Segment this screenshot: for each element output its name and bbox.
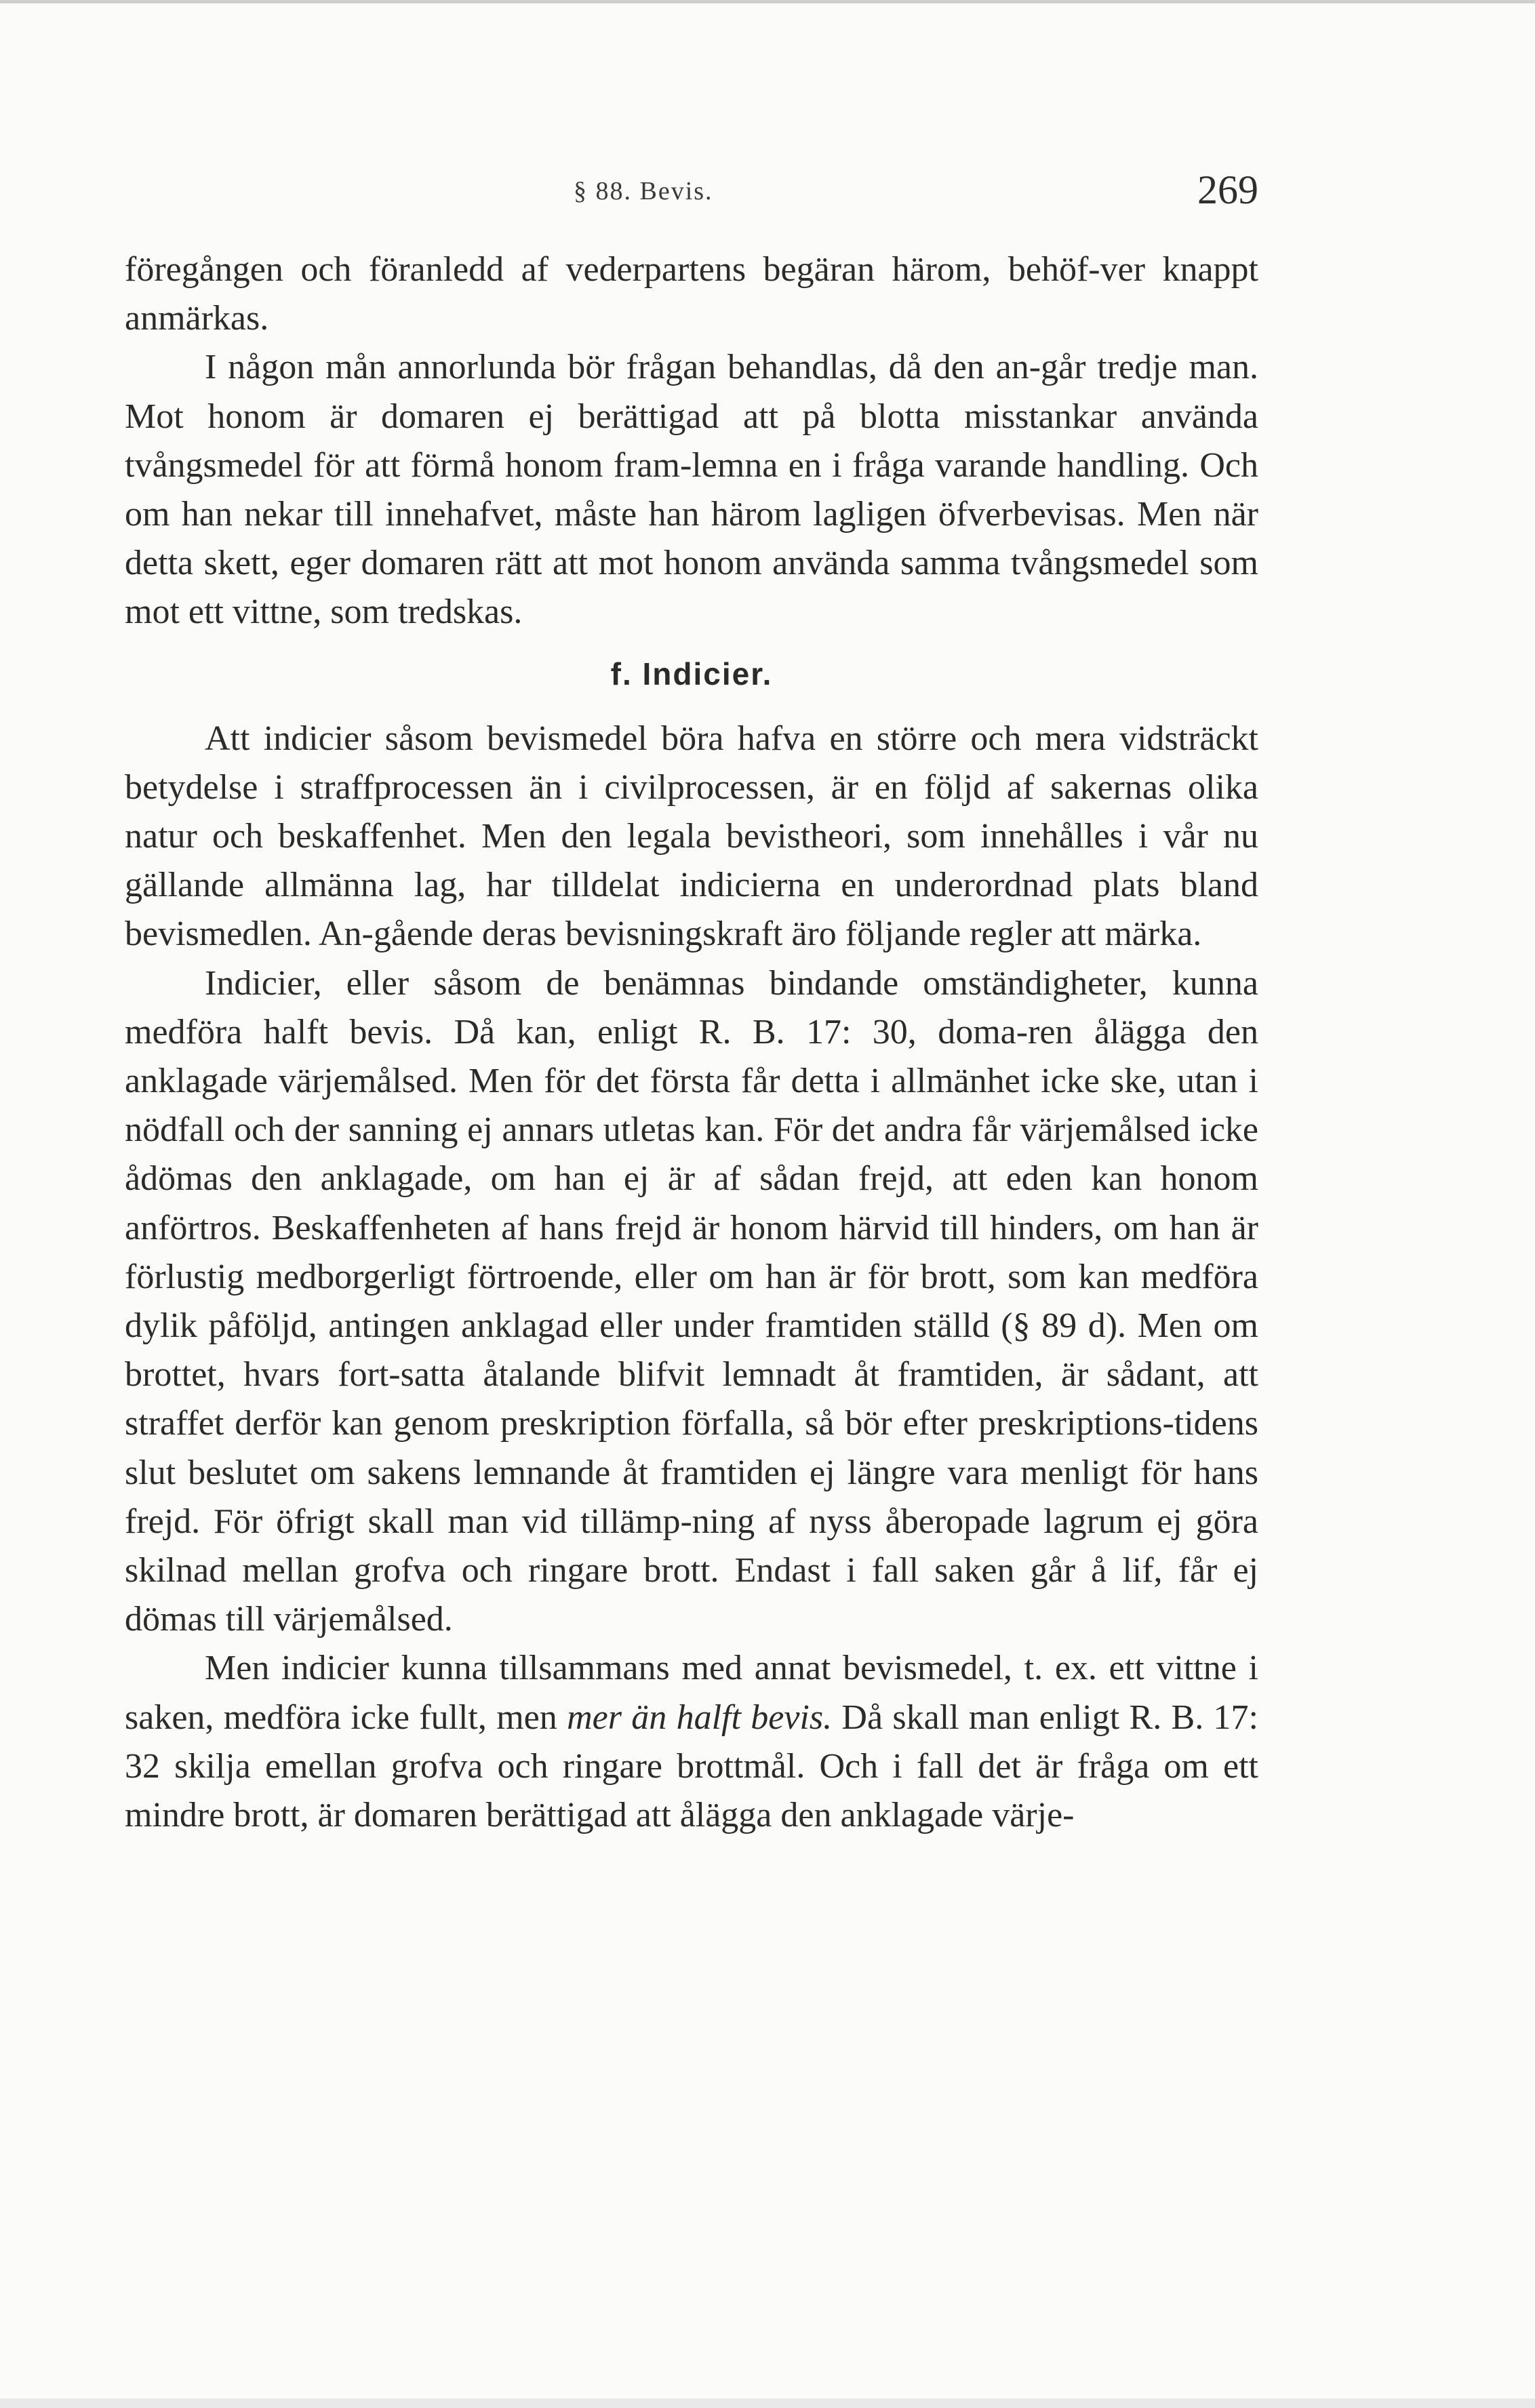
paragraph-5-end: Då skall man enligt R. B. 17: 32 skilja emellan grofva och ringare brottmål. Och i fall det är fråga om ett mindre brott, är domaren berättigad att ålägga den anklagade värje-	[125, 1698, 1258, 1835]
running-header	[125, 167, 1258, 228]
page-number: 269	[1197, 167, 1258, 212]
paragraph-5-start: Men indicier kunna tillsammans med annat bevismedel, t. ex. ett vittne i saken, medföra icke fullt, men	[125, 1649, 1258, 1737]
section-heading: f. Indicier.	[610, 656, 773, 691]
paragraph-4: Indicier, eller såsom de benämnas bindande omständigheter, kunna medföra halft bevis. Då kan, enligt R. B. 17: 30, doma-ren ålägga den anklagade värjemålsed. Men för det första får detta i allmänhet icke ske, utan i nödfall och der sanning ej annars utletas kan. För det andra får värjemålsed icke ådömas den anklagade, om han ej är af sådan frejd, att eden kan honom anförtros. Beskaffenheten af hans frejd är honom härvid till hinders, om han är förlustig medborgerligt förtroende, eller om han är för brott, som kan medföra dylik påföljd, antingen anklagad eller under framtiden ställd (§ 89 d). Men om brottet, hvars fort-satta åtalande blifvit lemnadt åt framtiden, är sådant, att straffet derför kan genom preskription förfalla, så bör efter preskriptions-tidens slut beslutet om sakens lemnande åt framtiden ej längre vara menligt för hans frejd. För öfrigt skall man vid tillämp-ning af nyss åberopade lagrum ej göra skilnad mellan grofva och ringare brott. Endast i fall saken går å lif, får ej dömas till värjemålsed.	[125, 963, 1258, 1639]
paragraph-1: föregången och föranledd af vederpartens begäran härom, behöf-ver knappt anmärkas.	[125, 250, 1258, 338]
paragraph-2: I någon mån annorlunda bör frågan behandlas, då den an-går tredje man. Mot honom är domaren ej berättigad att på blotta misstankar använda tvångsmedel för att förmå honom fram-lemna en i fråga varande handling. Och om han nekar till innehafvet, måste han härom lagligen öfverbevisas. Men när detta skett, eger domaren rätt att mot honom använda samma tvångsmedel som mot ett vittne, som tredskas.	[125, 348, 1258, 632]
scan-edge-top	[0, 0, 1535, 3]
body-text	[125, 245, 1258, 1840]
paragraph-5	[125, 1644, 1258, 1840]
section-reference: § 88. Bevis.	[574, 177, 713, 205]
paragraph-3: Att indicier såsom bevismedel böra hafva en större och mera vidsträckt betydelse i straffprocessen än i civilprocessen, är en följd af sakernas olika natur och beskaffenhet. Men den legala bevistheori, som innehålles i vår nu gällande allmänna lag, har tilldelat indicierna en underordnad plats bland bevismedlen. An-gående deras bevisningskraft äro följande regler att märka.	[125, 719, 1258, 954]
scan-edge-bottom	[0, 2399, 1535, 2408]
emphasized-phrase: mer än halft bevis.	[567, 1698, 833, 1737]
